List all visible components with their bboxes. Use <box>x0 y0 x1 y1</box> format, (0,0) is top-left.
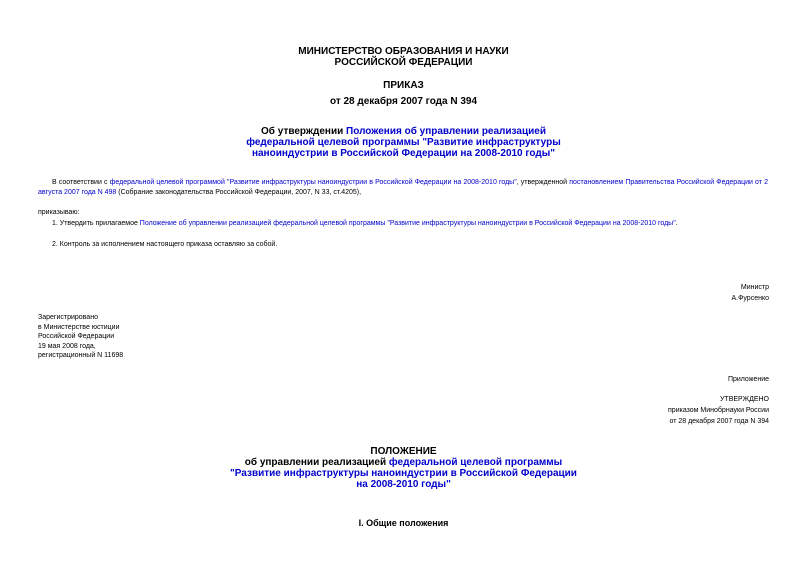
registration-line-3: Российской Федерации <box>38 333 115 340</box>
document-title-line-1 <box>0 126 807 137</box>
title-link[interactable]: Положения об управлении реализацией <box>346 126 546 137</box>
appendix-label: Приложение <box>727 376 769 383</box>
document-title-line-2[interactable]: федеральной целевой программы "Развитие инфраструктуры <box>246 137 561 148</box>
section-heading-1: I. Общие положения <box>358 518 449 528</box>
regulation-title-line-1: об управлении реализацией федеральной целевой программы <box>244 457 563 468</box>
signatory-name: А.Фурсенко <box>731 295 769 302</box>
registration-line-2: в Министерстве юстиции <box>38 323 120 331</box>
program-link[interactable]: федеральной целевой программой "Развитие инфраструктуры наноиндустрии в Российской Федерации на 2008-2010 годы" <box>109 179 517 186</box>
approved-label: УТВЕРЖДЕНО <box>719 396 769 403</box>
registration-line-1: Зарегистрировано <box>38 314 98 321</box>
approval-block <box>668 394 769 427</box>
order-item-1: 1. Утвердить прилагаемое Положение об управлении реализацией федеральной целевой программы "Развитие инфраструктуры наноиндустрии в Российской Федерации на 2008-2010 годы". <box>52 220 678 227</box>
regulation-title-line-3[interactable]: на 2008-2010 годы" <box>356 479 451 490</box>
ministry-line-2: РОССИЙСКОЙ ФЕДЕРАЦИИ <box>334 57 473 68</box>
regulation-heading: ПОЛОЖЕНИЕ <box>370 446 437 457</box>
registration-line-4: 19 мая 2008 года, <box>38 342 96 350</box>
order-word: приказываю: <box>38 209 80 216</box>
document-type: ПРИКАЗ <box>383 80 424 91</box>
regulation-program-link[interactable]: федеральной целевой программы <box>388 457 563 468</box>
document-date: от 28 декабря 2007 года N 394 <box>329 96 478 107</box>
approved-by-order: приказом Минобрнауки России <box>668 407 769 414</box>
ministry-line-1: МИНИСТЕРСТВО ОБРАЗОВАНИЯ И НАУКИ <box>298 46 509 57</box>
document-title-line-3[interactable]: наноиндустрии в Российской Федерации на 2008-2010 годы" <box>251 148 556 159</box>
signature-block <box>731 282 769 304</box>
order-item-2: 2. Контроль за исполнением настоящего приказа оставляю за собой. <box>52 241 278 248</box>
preamble-paragraph: В соответствии с федеральной целевой программой "Развитие инфраструктуры наноиндустрии в Российской Федерации на 2008-2010 годы", утвержденной постановлением Правительства Российской Федерации от 2 августа 2007 года N 498 (Собрание законодательства Российской Федерации, 2007, N 33, ст.4205), <box>38 179 768 196</box>
approved-date: от 28 декабря 2007 года N 394 <box>669 418 769 425</box>
registration-line-5: регистрационный N 11698 <box>38 352 124 359</box>
regulation-link[interactable]: Положение об управлении реализацией федеральной целевой программы "Развитие инфраструктуры наноиндустрии в Российской Федерации на 2008-2010 годы" <box>139 220 676 227</box>
title-prefix: Об утверждении <box>261 126 347 137</box>
government-decree-link[interactable]: постановлением Правительства Российской Федерации от 2 августа 2007 года N 498 <box>38 179 768 196</box>
registration-block <box>38 313 123 361</box>
signatory-position: Министр <box>740 284 769 291</box>
regulation-title-line-2[interactable]: "Развитие инфраструктуры наноиндустрии в Российской Федерации <box>230 468 577 479</box>
